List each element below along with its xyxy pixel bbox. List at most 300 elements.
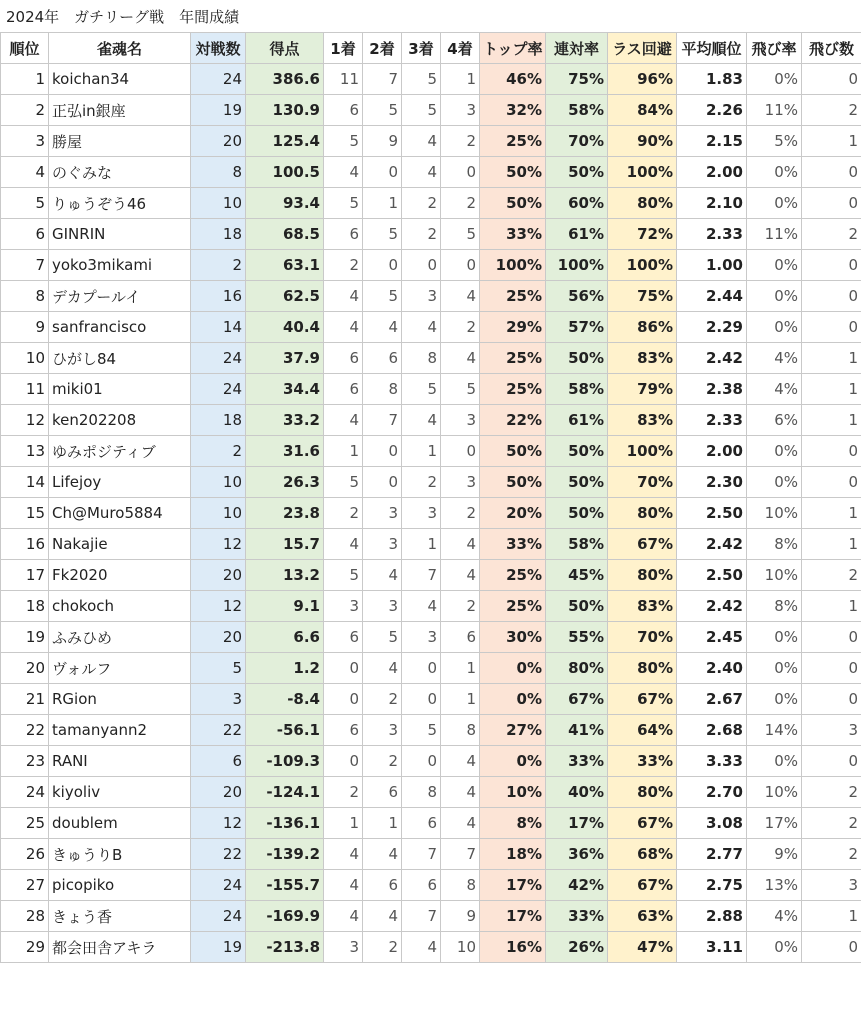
cell-first[interactable]: 11 — [324, 64, 363, 95]
cell-tobi-rate[interactable]: 0% — [747, 250, 802, 281]
header-last-avoid[interactable]: ラス回避 — [608, 33, 677, 64]
cell-score[interactable]: -124.1 — [246, 777, 324, 808]
cell-first[interactable]: 5 — [324, 188, 363, 219]
cell-fourth[interactable]: 5 — [441, 219, 480, 250]
cell-score[interactable]: 9.1 — [246, 591, 324, 622]
cell-player-name[interactable]: きょう香 — [49, 901, 191, 932]
cell-top-rate[interactable]: 50% — [480, 436, 546, 467]
cell-tobi-rate[interactable]: 8% — [747, 591, 802, 622]
cell-second[interactable]: 4 — [363, 312, 402, 343]
cell-third[interactable]: 2 — [402, 467, 441, 498]
header-tobi-count[interactable]: 飛び数 — [802, 33, 861, 64]
cell-last-avoid[interactable]: 67% — [608, 684, 677, 715]
cell-games[interactable]: 2 — [191, 436, 246, 467]
cell-rank[interactable]: 13 — [1, 436, 49, 467]
cell-rentai-rate[interactable]: 67% — [546, 684, 608, 715]
cell-games[interactable]: 10 — [191, 498, 246, 529]
cell-tobi-rate[interactable]: 0% — [747, 684, 802, 715]
cell-fourth[interactable]: 0 — [441, 436, 480, 467]
cell-first[interactable]: 3 — [324, 932, 363, 963]
cell-third[interactable]: 4 — [402, 591, 441, 622]
header-rank[interactable]: 順位 — [1, 33, 49, 64]
cell-score[interactable]: 13.2 — [246, 560, 324, 591]
cell-second[interactable]: 2 — [363, 684, 402, 715]
cell-first[interactable]: 2 — [324, 250, 363, 281]
cell-second[interactable]: 5 — [363, 622, 402, 653]
cell-games[interactable]: 10 — [191, 188, 246, 219]
cell-top-rate[interactable]: 25% — [480, 126, 546, 157]
cell-last-avoid[interactable]: 90% — [608, 126, 677, 157]
cell-tobi-count[interactable]: 0 — [802, 746, 861, 777]
cell-tobi-count[interactable]: 0 — [802, 467, 861, 498]
cell-avg-rank[interactable]: 2.50 — [677, 498, 747, 529]
cell-avg-rank[interactable]: 2.75 — [677, 870, 747, 901]
cell-rank[interactable]: 19 — [1, 622, 49, 653]
cell-second[interactable]: 7 — [363, 405, 402, 436]
header-second[interactable]: 2着 — [363, 33, 402, 64]
cell-player-name[interactable]: Lifejoy — [49, 467, 191, 498]
cell-second[interactable]: 6 — [363, 870, 402, 901]
cell-rank[interactable]: 4 — [1, 157, 49, 188]
cell-tobi-rate[interactable]: 0% — [747, 622, 802, 653]
cell-games[interactable]: 20 — [191, 560, 246, 591]
cell-rank[interactable]: 11 — [1, 374, 49, 405]
cell-last-avoid[interactable]: 67% — [608, 808, 677, 839]
cell-third[interactable]: 4 — [402, 157, 441, 188]
cell-player-name[interactable]: りゅうぞう46 — [49, 188, 191, 219]
cell-rentai-rate[interactable]: 50% — [546, 467, 608, 498]
cell-tobi-rate[interactable]: 13% — [747, 870, 802, 901]
cell-fourth[interactable]: 7 — [441, 839, 480, 870]
cell-fourth[interactable]: 1 — [441, 684, 480, 715]
cell-avg-rank[interactable]: 3.33 — [677, 746, 747, 777]
cell-third[interactable]: 2 — [402, 219, 441, 250]
cell-games[interactable]: 24 — [191, 870, 246, 901]
cell-games[interactable]: 8 — [191, 157, 246, 188]
cell-score[interactable]: 6.6 — [246, 622, 324, 653]
cell-games[interactable]: 19 — [191, 932, 246, 963]
cell-fourth[interactable]: 1 — [441, 64, 480, 95]
cell-last-avoid[interactable]: 75% — [608, 281, 677, 312]
cell-top-rate[interactable]: 0% — [480, 684, 546, 715]
cell-rank[interactable]: 21 — [1, 684, 49, 715]
cell-first[interactable]: 4 — [324, 157, 363, 188]
cell-rank[interactable]: 3 — [1, 126, 49, 157]
cell-third[interactable]: 7 — [402, 901, 441, 932]
cell-tobi-rate[interactable]: 6% — [747, 405, 802, 436]
cell-tobi-count[interactable]: 1 — [802, 498, 861, 529]
cell-player-name[interactable]: RGion — [49, 684, 191, 715]
cell-fourth[interactable]: 4 — [441, 808, 480, 839]
cell-second[interactable]: 1 — [363, 808, 402, 839]
header-rentai-rate[interactable]: 連対率 — [546, 33, 608, 64]
cell-tobi-rate[interactable]: 4% — [747, 901, 802, 932]
cell-fourth[interactable]: 2 — [441, 498, 480, 529]
cell-player-name[interactable]: ゆみポジティブ — [49, 436, 191, 467]
cell-tobi-count[interactable]: 1 — [802, 126, 861, 157]
cell-rank[interactable]: 7 — [1, 250, 49, 281]
cell-tobi-rate[interactable]: 0% — [747, 932, 802, 963]
cell-avg-rank[interactable]: 2.50 — [677, 560, 747, 591]
cell-second[interactable]: 7 — [363, 64, 402, 95]
cell-last-avoid[interactable]: 68% — [608, 839, 677, 870]
cell-score[interactable]: -8.4 — [246, 684, 324, 715]
cell-score[interactable]: -56.1 — [246, 715, 324, 746]
cell-player-name[interactable]: miki01 — [49, 374, 191, 405]
cell-fourth[interactable]: 5 — [441, 374, 480, 405]
cell-third[interactable]: 7 — [402, 560, 441, 591]
cell-third[interactable]: 3 — [402, 498, 441, 529]
cell-score[interactable]: 125.4 — [246, 126, 324, 157]
cell-third[interactable]: 6 — [402, 808, 441, 839]
cell-fourth[interactable]: 4 — [441, 777, 480, 808]
cell-third[interactable]: 5 — [402, 95, 441, 126]
cell-rank[interactable]: 20 — [1, 653, 49, 684]
cell-first[interactable]: 5 — [324, 560, 363, 591]
cell-rank[interactable]: 28 — [1, 901, 49, 932]
cell-tobi-count[interactable]: 0 — [802, 64, 861, 95]
cell-avg-rank[interactable]: 2.42 — [677, 529, 747, 560]
cell-fourth[interactable]: 4 — [441, 529, 480, 560]
header-top-rate[interactable]: トップ率 — [480, 33, 546, 64]
cell-second[interactable]: 3 — [363, 529, 402, 560]
cell-rentai-rate[interactable]: 80% — [546, 653, 608, 684]
cell-tobi-rate[interactable]: 0% — [747, 467, 802, 498]
cell-tobi-rate[interactable]: 0% — [747, 281, 802, 312]
cell-second[interactable]: 3 — [363, 498, 402, 529]
cell-last-avoid[interactable]: 67% — [608, 870, 677, 901]
cell-rentai-rate[interactable]: 61% — [546, 219, 608, 250]
cell-player-name[interactable]: picopiko — [49, 870, 191, 901]
cell-third[interactable]: 0 — [402, 746, 441, 777]
cell-avg-rank[interactable]: 2.44 — [677, 281, 747, 312]
cell-games[interactable]: 18 — [191, 219, 246, 250]
cell-fourth[interactable]: 4 — [441, 746, 480, 777]
cell-rentai-rate[interactable]: 40% — [546, 777, 608, 808]
cell-tobi-count[interactable]: 1 — [802, 529, 861, 560]
cell-fourth[interactable]: 3 — [441, 405, 480, 436]
cell-last-avoid[interactable]: 70% — [608, 467, 677, 498]
cell-games[interactable]: 2 — [191, 250, 246, 281]
cell-fourth[interactable]: 1 — [441, 653, 480, 684]
cell-last-avoid[interactable]: 33% — [608, 746, 677, 777]
cell-rank[interactable]: 14 — [1, 467, 49, 498]
cell-fourth[interactable]: 8 — [441, 870, 480, 901]
cell-tobi-count[interactable]: 1 — [802, 343, 861, 374]
cell-player-name[interactable]: デカプールイ — [49, 281, 191, 312]
cell-third[interactable]: 4 — [402, 126, 441, 157]
cell-last-avoid[interactable]: 84% — [608, 95, 677, 126]
cell-score[interactable]: -169.9 — [246, 901, 324, 932]
cell-rentai-rate[interactable]: 56% — [546, 281, 608, 312]
cell-first[interactable]: 6 — [324, 715, 363, 746]
cell-last-avoid[interactable]: 100% — [608, 436, 677, 467]
cell-top-rate[interactable]: 17% — [480, 901, 546, 932]
cell-score[interactable]: 26.3 — [246, 467, 324, 498]
header-fourth[interactable]: 4着 — [441, 33, 480, 64]
cell-player-name[interactable]: きゅうりB — [49, 839, 191, 870]
cell-player-name[interactable]: Nakajie — [49, 529, 191, 560]
cell-player-name[interactable]: koichan34 — [49, 64, 191, 95]
cell-second[interactable]: 2 — [363, 746, 402, 777]
cell-tobi-count[interactable]: 0 — [802, 684, 861, 715]
cell-player-name[interactable]: Ch@Muro5884 — [49, 498, 191, 529]
cell-avg-rank[interactable]: 2.42 — [677, 343, 747, 374]
cell-first[interactable]: 2 — [324, 777, 363, 808]
cell-first[interactable]: 1 — [324, 436, 363, 467]
cell-first[interactable]: 6 — [324, 622, 363, 653]
cell-avg-rank[interactable]: 3.08 — [677, 808, 747, 839]
cell-rentai-rate[interactable]: 33% — [546, 901, 608, 932]
cell-rank[interactable]: 24 — [1, 777, 49, 808]
cell-score[interactable]: 15.7 — [246, 529, 324, 560]
cell-games[interactable]: 12 — [191, 808, 246, 839]
cell-first[interactable]: 4 — [324, 312, 363, 343]
cell-tobi-rate[interactable]: 10% — [747, 560, 802, 591]
cell-games[interactable]: 6 — [191, 746, 246, 777]
header-avg-rank[interactable]: 平均順位 — [677, 33, 747, 64]
cell-fourth[interactable]: 0 — [441, 250, 480, 281]
cell-tobi-rate[interactable]: 17% — [747, 808, 802, 839]
cell-games[interactable]: 18 — [191, 405, 246, 436]
cell-rentai-rate[interactable]: 55% — [546, 622, 608, 653]
cell-first[interactable]: 6 — [324, 343, 363, 374]
cell-tobi-rate[interactable]: 5% — [747, 126, 802, 157]
cell-tobi-count[interactable]: 1 — [802, 374, 861, 405]
cell-score[interactable]: 63.1 — [246, 250, 324, 281]
cell-avg-rank[interactable]: 2.00 — [677, 157, 747, 188]
cell-top-rate[interactable]: 16% — [480, 932, 546, 963]
cell-rentai-rate[interactable]: 41% — [546, 715, 608, 746]
cell-tobi-rate[interactable]: 0% — [747, 188, 802, 219]
cell-rank[interactable]: 17 — [1, 560, 49, 591]
cell-first[interactable]: 1 — [324, 808, 363, 839]
cell-tobi-count[interactable]: 0 — [802, 250, 861, 281]
cell-rentai-rate[interactable]: 36% — [546, 839, 608, 870]
cell-top-rate[interactable]: 33% — [480, 529, 546, 560]
cell-third[interactable]: 0 — [402, 250, 441, 281]
cell-tobi-count[interactable]: 0 — [802, 653, 861, 684]
cell-last-avoid[interactable]: 79% — [608, 374, 677, 405]
cell-second[interactable]: 4 — [363, 560, 402, 591]
cell-games[interactable]: 20 — [191, 777, 246, 808]
cell-avg-rank[interactable]: 2.70 — [677, 777, 747, 808]
cell-score[interactable]: -139.2 — [246, 839, 324, 870]
cell-score[interactable]: -109.3 — [246, 746, 324, 777]
cell-score[interactable]: 33.2 — [246, 405, 324, 436]
cell-tobi-rate[interactable]: 10% — [747, 777, 802, 808]
cell-games[interactable]: 22 — [191, 715, 246, 746]
cell-tobi-count[interactable]: 0 — [802, 157, 861, 188]
header-third[interactable]: 3着 — [402, 33, 441, 64]
cell-last-avoid[interactable]: 86% — [608, 312, 677, 343]
cell-tobi-count[interactable]: 0 — [802, 622, 861, 653]
cell-third[interactable]: 5 — [402, 64, 441, 95]
cell-fourth[interactable]: 4 — [441, 560, 480, 591]
cell-score[interactable]: 386.6 — [246, 64, 324, 95]
cell-player-name[interactable]: sanfrancisco — [49, 312, 191, 343]
cell-tobi-count[interactable]: 1 — [802, 591, 861, 622]
cell-third[interactable]: 7 — [402, 839, 441, 870]
cell-games[interactable]: 14 — [191, 312, 246, 343]
cell-games[interactable]: 24 — [191, 374, 246, 405]
cell-rank[interactable]: 6 — [1, 219, 49, 250]
cell-tobi-rate[interactable]: 0% — [747, 157, 802, 188]
cell-top-rate[interactable]: 18% — [480, 839, 546, 870]
cell-tobi-count[interactable]: 0 — [802, 436, 861, 467]
cell-player-name[interactable]: tamanyann2 — [49, 715, 191, 746]
cell-second[interactable]: 3 — [363, 591, 402, 622]
cell-top-rate[interactable]: 25% — [480, 591, 546, 622]
cell-fourth[interactable]: 4 — [441, 281, 480, 312]
cell-second[interactable]: 2 — [363, 932, 402, 963]
cell-tobi-count[interactable]: 2 — [802, 95, 861, 126]
cell-avg-rank[interactable]: 2.30 — [677, 467, 747, 498]
cell-avg-rank[interactable]: 2.33 — [677, 405, 747, 436]
cell-rank[interactable]: 27 — [1, 870, 49, 901]
cell-score[interactable]: -136.1 — [246, 808, 324, 839]
cell-fourth[interactable]: 8 — [441, 715, 480, 746]
cell-last-avoid[interactable]: 80% — [608, 188, 677, 219]
header-first[interactable]: 1着 — [324, 33, 363, 64]
cell-tobi-count[interactable]: 0 — [802, 932, 861, 963]
cell-tobi-rate[interactable]: 4% — [747, 374, 802, 405]
cell-tobi-count[interactable]: 1 — [802, 405, 861, 436]
cell-games[interactable]: 3 — [191, 684, 246, 715]
cell-fourth[interactable]: 10 — [441, 932, 480, 963]
cell-tobi-rate[interactable]: 0% — [747, 64, 802, 95]
cell-last-avoid[interactable]: 70% — [608, 622, 677, 653]
cell-score[interactable]: 23.8 — [246, 498, 324, 529]
cell-first[interactable]: 2 — [324, 498, 363, 529]
cell-player-name[interactable]: 正弘in銀座 — [49, 95, 191, 126]
cell-second[interactable]: 4 — [363, 839, 402, 870]
cell-player-name[interactable]: ひがし84 — [49, 343, 191, 374]
cell-second[interactable]: 0 — [363, 467, 402, 498]
cell-third[interactable]: 4 — [402, 405, 441, 436]
cell-last-avoid[interactable]: 100% — [608, 157, 677, 188]
cell-rentai-rate[interactable]: 42% — [546, 870, 608, 901]
cell-avg-rank[interactable]: 2.77 — [677, 839, 747, 870]
cell-score[interactable]: -155.7 — [246, 870, 324, 901]
cell-rank[interactable]: 9 — [1, 312, 49, 343]
cell-rentai-rate[interactable]: 50% — [546, 157, 608, 188]
cell-games[interactable]: 12 — [191, 529, 246, 560]
header-name[interactable]: 雀魂名 — [49, 33, 191, 64]
cell-first[interactable]: 4 — [324, 281, 363, 312]
cell-third[interactable]: 4 — [402, 932, 441, 963]
cell-rank[interactable]: 29 — [1, 932, 49, 963]
cell-rentai-rate[interactable]: 58% — [546, 529, 608, 560]
cell-tobi-rate[interactable]: 10% — [747, 498, 802, 529]
cell-tobi-count[interactable]: 0 — [802, 312, 861, 343]
cell-top-rate[interactable]: 25% — [480, 343, 546, 374]
cell-second[interactable]: 9 — [363, 126, 402, 157]
cell-second[interactable]: 6 — [363, 343, 402, 374]
cell-rank[interactable]: 1 — [1, 64, 49, 95]
cell-tobi-rate[interactable]: 0% — [747, 653, 802, 684]
cell-games[interactable]: 22 — [191, 839, 246, 870]
cell-tobi-rate[interactable]: 4% — [747, 343, 802, 374]
cell-third[interactable]: 3 — [402, 622, 441, 653]
cell-top-rate[interactable]: 8% — [480, 808, 546, 839]
cell-rank[interactable]: 12 — [1, 405, 49, 436]
cell-top-rate[interactable]: 32% — [480, 95, 546, 126]
cell-rentai-rate[interactable]: 50% — [546, 591, 608, 622]
cell-games[interactable]: 24 — [191, 64, 246, 95]
cell-avg-rank[interactable]: 2.38 — [677, 374, 747, 405]
cell-rank[interactable]: 25 — [1, 808, 49, 839]
cell-avg-rank[interactable]: 2.00 — [677, 436, 747, 467]
cell-player-name[interactable]: 勝屋 — [49, 126, 191, 157]
cell-player-name[interactable]: kiyoliv — [49, 777, 191, 808]
cell-second[interactable]: 5 — [363, 281, 402, 312]
cell-third[interactable]: 8 — [402, 343, 441, 374]
cell-rentai-rate[interactable]: 45% — [546, 560, 608, 591]
cell-top-rate[interactable]: 25% — [480, 560, 546, 591]
cell-games[interactable]: 12 — [191, 591, 246, 622]
cell-avg-rank[interactable]: 2.42 — [677, 591, 747, 622]
cell-rank[interactable]: 15 — [1, 498, 49, 529]
cell-player-name[interactable]: のぐみな — [49, 157, 191, 188]
cell-first[interactable]: 0 — [324, 684, 363, 715]
cell-player-name[interactable]: ken202208 — [49, 405, 191, 436]
cell-tobi-count[interactable]: 3 — [802, 715, 861, 746]
cell-top-rate[interactable]: 27% — [480, 715, 546, 746]
cell-fourth[interactable]: 2 — [441, 126, 480, 157]
cell-third[interactable]: 0 — [402, 684, 441, 715]
cell-top-rate[interactable]: 50% — [480, 157, 546, 188]
cell-last-avoid[interactable]: 80% — [608, 560, 677, 591]
cell-first[interactable]: 0 — [324, 746, 363, 777]
cell-last-avoid[interactable]: 100% — [608, 250, 677, 281]
cell-score[interactable]: 37.9 — [246, 343, 324, 374]
cell-last-avoid[interactable]: 83% — [608, 405, 677, 436]
cell-first[interactable]: 6 — [324, 374, 363, 405]
cell-tobi-count[interactable]: 2 — [802, 560, 861, 591]
cell-last-avoid[interactable]: 47% — [608, 932, 677, 963]
cell-third[interactable]: 0 — [402, 653, 441, 684]
cell-top-rate[interactable]: 0% — [480, 746, 546, 777]
cell-second[interactable]: 1 — [363, 188, 402, 219]
cell-rentai-rate[interactable]: 100% — [546, 250, 608, 281]
cell-top-rate[interactable]: 25% — [480, 374, 546, 405]
cell-score[interactable]: 130.9 — [246, 95, 324, 126]
cell-games[interactable]: 24 — [191, 901, 246, 932]
cell-rentai-rate[interactable]: 61% — [546, 405, 608, 436]
cell-score[interactable]: 62.5 — [246, 281, 324, 312]
cell-player-name[interactable]: Fk2020 — [49, 560, 191, 591]
cell-top-rate[interactable]: 30% — [480, 622, 546, 653]
cell-score[interactable]: 31.6 — [246, 436, 324, 467]
cell-rank[interactable]: 22 — [1, 715, 49, 746]
cell-avg-rank[interactable]: 2.67 — [677, 684, 747, 715]
cell-games[interactable]: 5 — [191, 653, 246, 684]
cell-first[interactable]: 5 — [324, 126, 363, 157]
cell-third[interactable]: 5 — [402, 715, 441, 746]
cell-third[interactable]: 1 — [402, 436, 441, 467]
cell-last-avoid[interactable]: 64% — [608, 715, 677, 746]
cell-player-name[interactable]: RANI — [49, 746, 191, 777]
cell-score[interactable]: 1.2 — [246, 653, 324, 684]
cell-rentai-rate[interactable]: 57% — [546, 312, 608, 343]
cell-player-name[interactable]: 都会田舎アキラ — [49, 932, 191, 963]
cell-score[interactable]: 34.4 — [246, 374, 324, 405]
cell-top-rate[interactable]: 46% — [480, 64, 546, 95]
cell-first[interactable]: 4 — [324, 529, 363, 560]
cell-third[interactable]: 1 — [402, 529, 441, 560]
cell-player-name[interactable]: ヴォルフ — [49, 653, 191, 684]
